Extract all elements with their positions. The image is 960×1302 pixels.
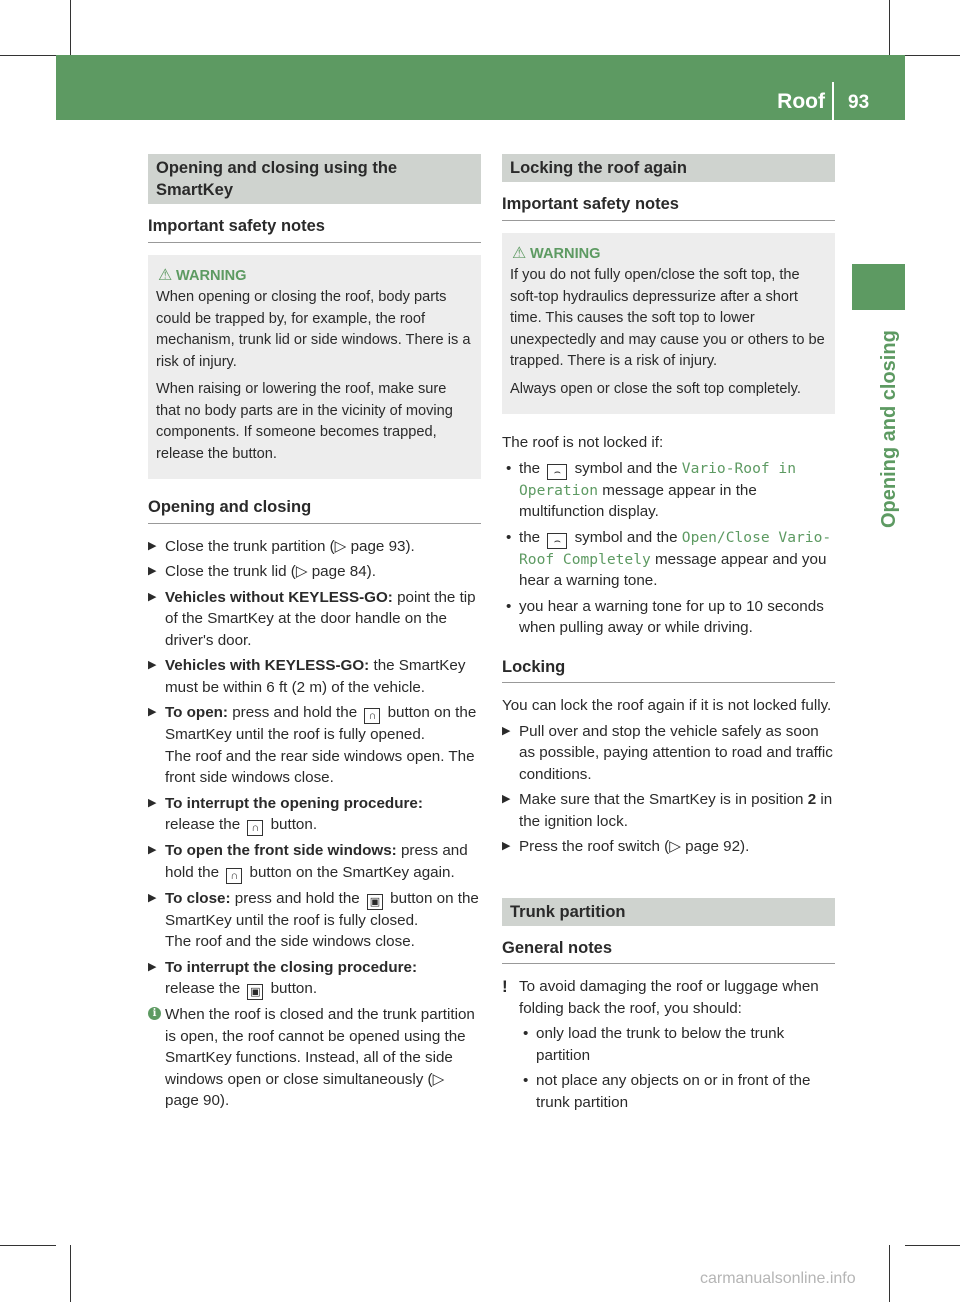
subheading: Opening and closing [148,497,481,524]
step-arrow-icon: ▶ [148,706,157,718]
step: ▶ Close the trunk partition (▷ page 93). [148,536,481,558]
list-item: • only load the trunk to below the trunk partition [523,1025,785,1064]
paragraph: The roof is not locked if: [502,434,664,451]
lock-icon: ▣ [247,984,263,1000]
warning-text: If you do not fully open/close the soft top, the soft-top hydraulics depressurize after a short time. This causes the soft top to lower unexpectedly and may cause you or others to be trapped. There is a risk of injury. [510,267,825,369]
crop-mark [905,1245,960,1246]
subheading: Important safety notes [502,194,835,221]
warning-title: ⚠ WARNING [512,243,827,266]
warning-text: When opening or closing the roof, body parts could be trapped by, for example, the roof mechanism, trunk lid or side windows. There is a risk of injury. [156,289,471,370]
exclamation-icon: ! [502,977,508,996]
display-message: Vario-Roof in Operation [519,459,797,499]
step: ▶ Make sure that the SmartKey is in position 2 in the ignition lock. [502,791,833,830]
info-icon: i [148,1007,161,1020]
car-roof-icon: ⌢ [547,464,567,480]
crop-mark [70,1245,71,1302]
step: ▶ To open: press and hold the ∩ button on the SmartKey until the roof is fully opened. The roof and the rear side windows open. The front side windows close. [148,704,477,786]
list-item: • the ⌢ symbol and the Open/Close Vario-Roof Completely message appear and you hear a warning tone. [506,528,832,589]
crop-mark [889,1245,890,1302]
step-arrow-icon: ▶ [148,844,157,856]
warning-triangle-icon: ⚠ [158,266,173,284]
section-title: Opening and closing using the SmartKey [148,154,481,204]
crop-mark [905,55,960,56]
right-column [502,154,835,1117]
list-item: • you hear a warning tone for up to 10 seconds when pulling away or while driving. [506,597,824,636]
section-title: Trunk partition [502,898,835,926]
note: ! To avoid damaging the roof or luggage when folding back the roof, you should: [502,977,819,1017]
subheading: Important safety notes [148,216,481,243]
chapter-label: Opening and closing [878,330,900,528]
crop-mark [0,1245,56,1246]
warning-text: When raising or lowering the roof, make sure that no body parts are in the vicinity of moving components. If someone becomes trapped, release the button. [156,381,453,462]
step: ▶ Press the roof switch (▷ page 92). [502,836,835,858]
subheading: Locking [502,657,835,684]
step: ▶ To interrupt the opening procedure: release the ∩ button. [148,794,423,834]
crop-mark [70,0,71,55]
step: ▶ To interrupt the closing procedure: release the ▣ button. [148,958,418,998]
display-message: Open/Close Vario-Roof Completely [519,528,832,568]
step: ▶ To close: press and hold the ▣ button on the SmartKey until the roof is fully closed. The roof and the side windows close. [148,889,479,950]
unlock-icon: ∩ [247,820,263,836]
step-arrow-icon: ▶ [148,891,157,904]
warning-box [502,233,835,415]
list-item: • the ⌢ symbol and the Vario-Roof in Operation message appear in the multifunction display. [506,459,797,520]
unlock-icon: ∩ [226,868,242,884]
step-arrow-icon: ▶ [148,796,157,809]
step: ▶ Vehicles without KEYLESS-GO: point the tip of the SmartKey at the door handle on the driver's door. [148,588,476,649]
step: ▶ Pull over and stop the vehicle safely as soon as possible, paying attention to road and traffic conditions. [502,722,833,783]
step-arrow-icon: ▶ [148,590,157,603]
warning-text: Always open or close the soft top completely. [510,380,801,397]
paragraph: You can lock the roof again if it is not locked fully. [502,697,832,714]
info-note: i When the roof is closed and the trunk partition is open, the roof cannot be opened using the SmartKey functions. Instead, all of the side windows open or close simultaneously (▷ page 90). [148,1004,481,1112]
left-column [148,154,481,1116]
page-number: 93 [848,92,870,113]
chapter-tab [852,264,905,310]
step-arrow-icon: ▶ [148,960,157,973]
warning-triangle-icon: ⚠ [512,244,527,262]
crop-mark [0,55,56,56]
step-arrow-icon: ▶ [502,840,511,852]
watermark: carmanualsonline.info [700,1270,856,1287]
car-roof-icon: ⌢ [547,533,567,549]
unlock-icon: ∩ [364,708,380,724]
step-arrow-icon: ▶ [148,659,157,671]
step-arrow-icon: ▶ [148,565,157,577]
section-title: Locking the roof again [502,154,835,182]
step-arrow-icon: ▶ [502,793,511,805]
header-separator [832,82,834,120]
crop-mark [889,0,890,55]
warning-title: ⚠ WARNING [158,265,473,288]
step: ▶ Vehicles with KEYLESS-GO: the SmartKey must be within 6 ft (2 m) of the vehicle. [148,657,466,696]
warning-box [148,255,481,480]
step: ▶ Close the trunk lid (▷ page 84). [148,561,481,583]
step-arrow-icon: ▶ [502,724,511,737]
step-arrow-icon: ▶ [148,539,157,552]
step: ▶ To open the front side windows: press and hold the ∩ button on the SmartKey again. [148,842,468,882]
subheading: General notes [502,938,835,965]
lock-icon: ▣ [367,894,383,910]
running-title: Roof [777,90,825,113]
list-item: • not place any objects on or in front of the trunk partition [523,1072,811,1111]
